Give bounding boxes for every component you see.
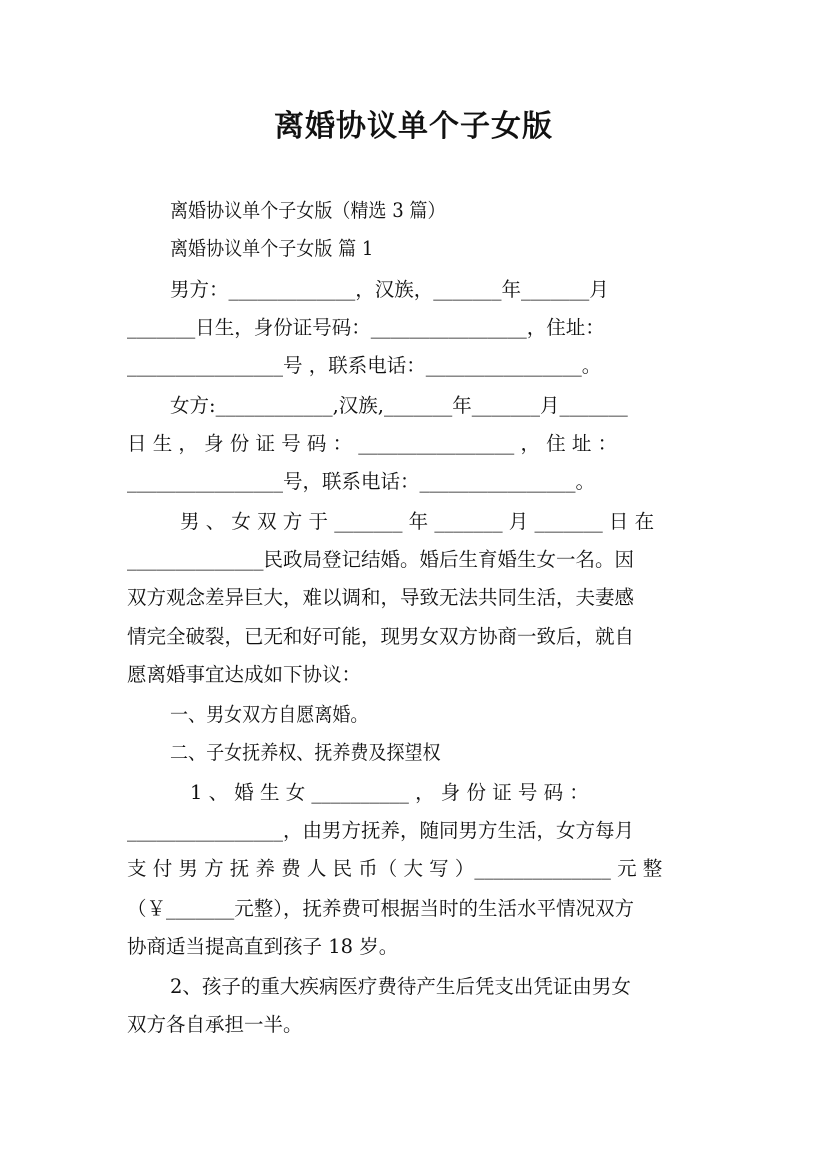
- subtitle-line: 离婚协议单个子女版（精选 3 篇）: [170, 199, 446, 222]
- body-line: ________________号，联系电话：________________。: [127, 470, 596, 493]
- body-line: 1 、 婚 生 女 __________ ， 身 份 证 号 码 ：: [190, 781, 589, 804]
- body-line: 情完全破裂，已无和好可能，现男女双方协商一致后，就自: [127, 625, 635, 648]
- body-line: ________________号 ，联系电话：________________。: [127, 354, 602, 377]
- body-line: （￥_______元整），抚养费可根据当时的生活水平情况双方: [127, 897, 635, 920]
- body-line: 女方:____________,汉族,_______年_______月_______: [170, 394, 628, 417]
- body-line: 2、孩子的重大疾病医疗费待产生后凭支出凭证由男女: [170, 975, 631, 998]
- body-line: _______日生，身份证号码：________________，住址：: [127, 316, 605, 339]
- body-line: 男 、 女 双 方 于 _______ 年 _______ 月 _______ 日 在: [180, 510, 655, 533]
- document-title: 离婚协议单个子女版: [274, 109, 553, 144]
- body-line: 双方观念差异巨大，难以调和，导致无法共同生活，夫妻感: [127, 586, 635, 609]
- clause-heading: 二、子女抚养权、抚养费及探望权: [170, 741, 441, 764]
- body-line: 协商适当提高直到孩子 18 岁。: [127, 935, 399, 958]
- body-line: 愿离婚事宜达成如下协议：: [127, 663, 362, 686]
- body-line: 男方：_____________，汉族，_______年_______月: [170, 278, 609, 301]
- clause-heading: 一、男女双方自愿离婚。: [170, 703, 369, 726]
- body-line: 日 生 ， 身 份 证 号 码 ： ________________ ， 住 址 ：: [127, 432, 618, 455]
- body-line: ______________民政局登记结婚。婚后生育婚生女一名。因: [127, 548, 635, 571]
- body-line: ________________，由男方抚养，随同男方生活，女方每月: [127, 819, 635, 842]
- body-line: 支 付 男 方 抚 养 费 人 民 币（ 大 写 ）______________ 元 整: [127, 857, 663, 880]
- body-line: 双方各自承担一半。: [127, 1013, 303, 1036]
- section-heading: 离婚协议单个子女版 篇 1: [170, 237, 374, 260]
